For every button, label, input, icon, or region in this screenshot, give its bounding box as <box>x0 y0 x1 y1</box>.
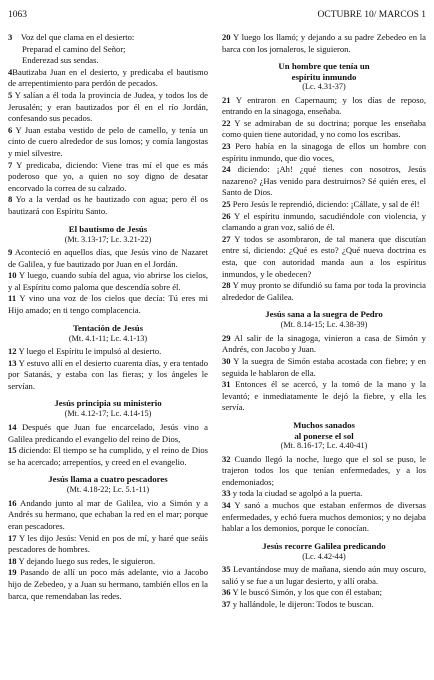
running-title: OCTUBRE 10/ MARCOS 1 <box>317 10 426 20</box>
page-header <box>8 10 426 24</box>
verse-text: Y luego los llamó; y dejando a su padre Zebedeo en la barca con los jornaleros, le siguieron. <box>222 32 426 54</box>
section-heading <box>222 420 426 441</box>
heading-line: espíritu inmundo <box>291 71 357 82</box>
verse-number: 6 <box>8 124 13 135</box>
verse-11 <box>8 293 208 316</box>
verse-23 <box>222 141 426 164</box>
verse-number: 3 <box>8 32 13 42</box>
verse-text: Y les dijo Jesús: Venid en pos de mí, y haré que seáis pescadores de hombres. <box>8 532 208 555</box>
verse-14 <box>8 422 208 445</box>
verse-text: y toda la ciudad se agolpó a la puerta. <box>232 488 363 499</box>
verse-number: 11 <box>8 293 17 304</box>
verse-number: 21 <box>222 94 231 105</box>
section-heading: Jesús sana a la suegra de Pedro <box>265 309 383 320</box>
verse-number: 23 <box>222 141 231 152</box>
verse-24 <box>222 164 426 199</box>
verse-9 <box>8 247 208 270</box>
section-heading: Tentación de Jesús <box>72 322 144 333</box>
verse-number: 5 <box>8 89 13 100</box>
verse-22 <box>222 118 426 141</box>
verse-25 <box>222 199 426 211</box>
verse-number: 30 <box>222 356 231 367</box>
verse-31 <box>222 379 426 414</box>
verse-number: 36 <box>222 587 231 598</box>
verse-number: 28 <box>222 280 231 291</box>
verse-number: 16 <box>8 497 17 508</box>
section-reference: (Mt. 8.14-15; Lc. 4.38-39) <box>280 320 368 330</box>
verse-19 <box>8 567 208 602</box>
verse-text: Entonces él se acercó, y la tomó de la mano y la levantó; e inmediatamente le dejó la fiebre, y ella les servía. <box>222 379 426 413</box>
section-heading <box>222 61 426 82</box>
verse-number: 19 <box>8 567 17 578</box>
section-reference: (Mt. 4.12-17; Lc. 4.14-15) <box>64 409 152 419</box>
verse-number: 25 <box>222 199 231 210</box>
section-reference: (Mt. 4.1-11; Lc. 4.1-13) <box>68 333 148 343</box>
section-heading: El bautismo de Jesús <box>68 223 148 234</box>
verse-10 <box>8 270 208 293</box>
verse-number: 31 <box>222 379 231 390</box>
heading-line: Muchos sanados <box>293 420 355 431</box>
section-heading: Jesús principia su ministerio <box>54 398 162 409</box>
section-reference: (Lc. 4.31-37) <box>302 82 346 92</box>
verse-text: Después que Juan fue encarcelado, Jesús vino a Galilea predicando el evangelio del reino de Dios, <box>8 421 208 444</box>
verse-number: 27 <box>222 233 231 244</box>
verse-number: 12 <box>8 346 17 357</box>
verse-7 <box>8 160 208 195</box>
verse-text: Yo a la verdad os he bautizado con agua; pero él os bautizará con Espíritu Santo. <box>8 194 208 216</box>
verse-text: Voz del que clama en el desierto: <box>20 32 135 42</box>
verse-text: Y vino una voz de los cielos que decía: Tú eres mi Hijo amado; en ti tengo complacencia. <box>8 293 208 315</box>
verse-text: Y todos se asombraron, de tal manera que discutían entre sí, diciendo: ¿Qué es esto? ¿Qué nueva doctrina es esta, que con autoridad manda aun a los espíritus inmundos, y le obedecen? <box>222 233 426 279</box>
verse-number: 33 <box>222 488 231 499</box>
verse-3 <box>8 32 208 44</box>
verse-33 <box>222 488 426 500</box>
verse-32 <box>222 454 426 489</box>
verse-number: 20 <box>222 32 231 42</box>
verse-20 <box>222 32 426 55</box>
verse-28 <box>222 280 426 303</box>
verse-text: Pero había en la sinagoga de ellos un hombre con espíritu inmundo, que dio voces, <box>222 141 427 163</box>
verse-3-line-3: Enderezad sus sendas. <box>22 55 99 66</box>
verse-29 <box>222 333 426 356</box>
verse-number: 18 <box>8 555 17 566</box>
verse-number: 22 <box>222 117 231 128</box>
left-column <box>8 32 208 602</box>
verse-18 <box>8 556 208 568</box>
verse-number: 17 <box>8 532 17 543</box>
verse-36 <box>222 587 426 599</box>
section-reference: (Mt. 8.16-17; Lc. 4.40-41) <box>280 441 368 451</box>
right-column <box>222 32 426 611</box>
verse-text: Y predicaba, diciendo: Viene tras mí el que es más poderoso que yo, a quien no soy digno de desatar encorvado la correa de su calzado. <box>8 159 208 193</box>
verse-text: Y la suegra de Simón estaba acostada con fiebre; y en seguida le hablaron de ella. <box>222 356 426 378</box>
verse-text: Y dejando luego sus redes, le siguieron. <box>18 555 156 566</box>
verse-5 <box>8 90 208 125</box>
verse-text: diciendo: ¡Ah! ¿qué tienes con nosotros, Jesús nazareno? ¿Has venido para destruirnos? Sé quién eres, el Santo de Dios. <box>222 164 426 198</box>
verse-number: 37 <box>222 598 231 609</box>
verse-number: 32 <box>222 453 231 464</box>
verse-number: 14 <box>8 421 17 432</box>
section-heading: Jesús recorre Galilea predicando <box>262 540 386 551</box>
section-heading: Jesús llama a cuatro pescadores <box>48 474 168 485</box>
verse-text: Y estuvo allí en el desierto cuarenta días, y era tentado por Satanás, y estaba con las fieras; y los ángeles le servían. <box>8 357 208 391</box>
verse-text: y hallándole, le dijeron: Todos te buscan. <box>232 598 374 609</box>
verse-text: diciendo: El tiempo se ha cumplido, y el reino de Dios se ha acercado; arrepentíos, y creed en el evangelio. <box>8 445 208 467</box>
verse-number: 13 <box>8 357 17 368</box>
page-number: 1063 <box>8 10 27 20</box>
verse-6 <box>8 125 208 160</box>
verse-26 <box>222 211 426 234</box>
verse-number: 7 <box>8 159 13 170</box>
verse-4 <box>8 67 208 90</box>
heading-line: al ponerse el sol <box>294 430 354 441</box>
verse-text: Pasando de allí un poco más adelante, vio a Jacobo hijo de Zebedeo, y a Juan su hermano, también ellos en la barca, que remendaban las redes. <box>8 567 208 601</box>
verse-text: Al salir de la sinagoga, vinieron a casa de Simón y Andrés, con Jacobo y Juan. <box>222 332 426 355</box>
verse-3-line-2: Preparad el camino del Señor; <box>22 43 126 54</box>
verse-number: 8 <box>8 194 13 205</box>
verse-number: 10 <box>8 270 17 281</box>
verse-35 <box>222 564 426 587</box>
verse-number: 9 <box>8 247 13 257</box>
verse-17 <box>8 533 208 556</box>
section-reference: (Mt. 4.18-22; Lc. 5.1-11) <box>66 485 150 495</box>
verse-number: 29 <box>222 332 231 343</box>
verse-text: Cuando llegó la noche, luego que el sol se puso, le trajeron todos los que tenían enfermedades, y a los endemoniados; <box>222 453 426 487</box>
verse-number: 26 <box>222 210 231 221</box>
verse-text: Pero Jesús le reprendió, diciendo: ¡Cállate, y sal de él! <box>232 199 420 210</box>
verse-34 <box>222 500 426 535</box>
verse-30 <box>222 356 426 379</box>
verse-text: Y sanó a muchos que estaban enfermos de diversas enfermedades, y echó fuera muchos demonios; y no dejaba hablar a los demonios, porque le conocían. <box>222 499 426 534</box>
verse-27 <box>222 234 426 280</box>
verse-text: Y luego el Espíritu le impulsó al desierto. <box>18 346 162 357</box>
verse-text: Y muy pronto se difundió su fama por toda la provincia alrededor de Galilea. <box>222 280 426 302</box>
verse-number: 4 <box>8 66 13 77</box>
heading-line: Un hombre que tenía un <box>278 61 370 72</box>
verse-text: Y salían a él toda la provincia de Judea, y todos los de Jerusalén; y eran bautizados por él en el río Jordán, confesando sus pecados. <box>8 89 208 124</box>
verse-37 <box>222 599 426 611</box>
verse-21 <box>222 95 426 118</box>
verse-text: Y entraron en Capernaum; y los días de reposo, entrando en la sinagoga, enseñaba. <box>222 94 426 117</box>
verse-text: Y se admiraban de su doctrina; porque les enseñaba como quien tiene autoridad, y no como los escribas. <box>222 117 426 140</box>
verse-12 <box>8 346 208 358</box>
verse-text: Levantándose muy de mañana, siendo aún muy oscuro, salió y se fue a un lugar desierto, y allí oraba. <box>222 564 426 586</box>
verse-text: Aconteció en aquellos días, que Jesús vino de Nazaret de Galilea, y fue bautizado por Juan en el Jordán. <box>8 247 208 269</box>
verse-text: Y luego, cuando subía del agua, vio abrirse los cielos, y al Espíritu como paloma que descendía sobre él. <box>8 270 208 292</box>
verse-number: 15 <box>8 445 17 456</box>
verse-text: Y le buscó Simón, y los que con él estaban; <box>232 587 383 598</box>
verse-8 <box>8 194 208 217</box>
verse-number: 24 <box>222 164 231 175</box>
section-reference: (Lc. 4.42-44) <box>302 551 346 561</box>
verse-text: Y Juan estaba vestido de pelo de camello, y tenía un cinto de cuero alrededor de sus lomos; y comía langostas y miel silvestre. <box>8 124 208 158</box>
verse-text: Bautizaba Juan en el desierto, y predicaba el bautismo de arrepentimiento para perdón de pecados. <box>8 66 208 89</box>
verse-number: 34 <box>222 499 231 510</box>
verse-15 <box>8 445 208 468</box>
verse-text: Y el espíritu inmundo, sacudiéndole con violencia, y clamando a gran voz, salió de él. <box>222 210 426 233</box>
verse-text: Andando junto al mar de Galilea, vio a Simón y a Andrés su hermano, que echaban la red en el mar; porque eran pescadores. <box>8 497 208 531</box>
verse-16 <box>8 498 208 533</box>
verse-13 <box>8 358 208 393</box>
verse-number: 35 <box>222 564 231 575</box>
section-reference: (Mt. 3.13-17; Lc. 3.21-22) <box>64 234 152 244</box>
